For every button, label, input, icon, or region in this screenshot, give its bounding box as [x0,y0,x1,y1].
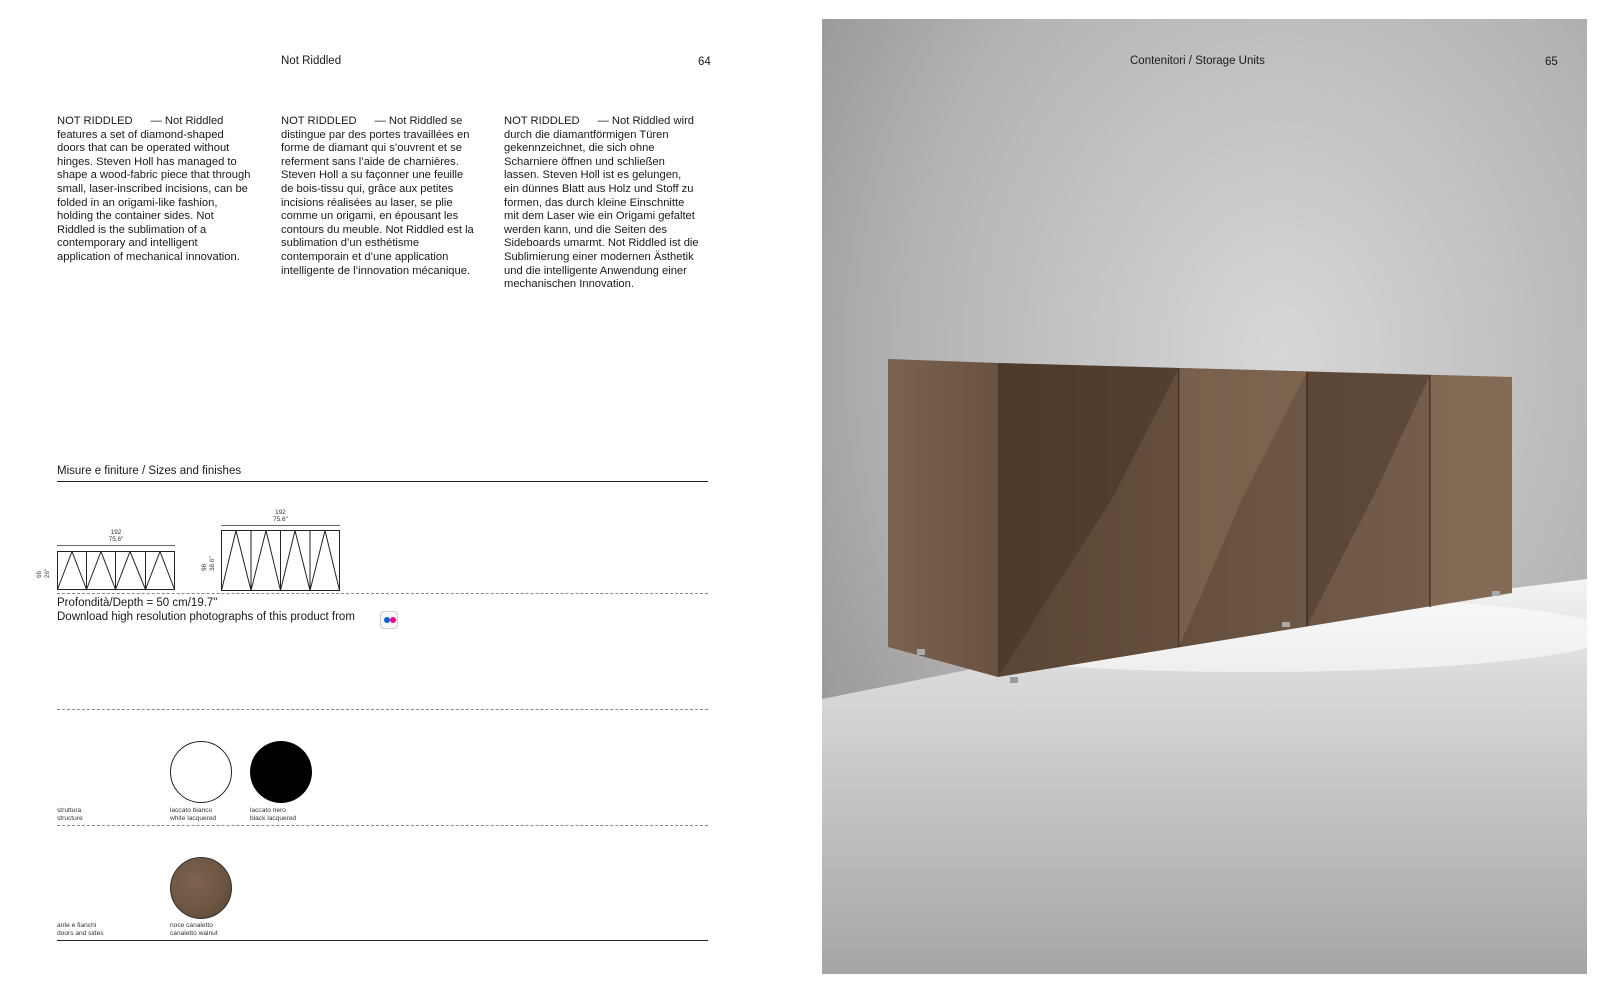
description-column-de [504,115,699,292]
drawing-2-height-in [209,556,216,571]
width-cm: 192 [275,509,286,516]
column-body: wird durch die diamantförmigen Türen gekennzeichnet, die sich ohne Scharniere öffnen und schließen lassen. Steven Holl ist es gelungen, ein dünnes Blatt aus Holz und Stoff zu formen, das durch kleine Einschnitte mit dem Laser wie ein Origami gefaltet werden kann, und die Seiten des Sideboards umarmt. Not Riddled ist die Sublimierung einer modernen Ästhetik und die intelligente Anwendung einer mechanischen Innovation. [504,115,699,291]
label-en: structure [57,815,83,822]
width-cm: 192 [110,529,122,536]
description-column-fr [281,115,476,278]
divider-dashed [57,825,708,826]
product-photo [822,19,1587,974]
swatch-white-lacquered [170,741,232,803]
left-page-title: Not Riddled [281,55,342,67]
column-lead: NOT RIDDLED [57,115,133,127]
label-en: canaletto walnut [170,930,218,937]
column-dash: — Not Riddled [150,115,224,127]
sideboard-drawing-small [57,551,176,591]
label-it: laccato nero [250,807,286,814]
label-it: noce canaletto [170,922,213,929]
drawing-2-dim-line [221,525,340,526]
sideboard-photo [822,19,1587,974]
column-dash: — Not Riddled [597,115,671,127]
download-text: Download high resolution photographs of this product from [57,611,355,623]
divider [57,481,708,482]
label-en: doors and sides [57,930,104,937]
drawing-1-width [57,529,175,543]
drawing-2-height [201,564,208,571]
left-page-number: 64 [698,56,711,68]
right-page-title: Contenitori / Storage Units [1130,55,1265,67]
column-body: distingue par des portes travaillées en forme de diamant qui s’ouvrent et se referment sans l’aide de charnières. Steven Holl a su façonner une feuille de bois-tissu qui, grâce aux petites incisions réalisées au laser, se plie comme un origami, en épousant les contours du meuble. Not Riddled est la sublimation d’un esthétisme contemporain et d’une application intelligente de l’innovation mécanique. [281,128,474,277]
height-in: 38.6" [209,556,216,571]
height-cm: 66 [36,570,43,578]
column-dash: — Not Riddled se [374,115,463,127]
drawing-1-height [36,571,43,578]
swatch-label-white [170,807,216,823]
flickr-icon[interactable] [380,611,398,629]
label-it: laccato bianco [170,807,213,814]
label-en: white lacquered [170,815,217,822]
drawing-2-width [221,509,340,523]
swatch-label-walnut [170,922,218,938]
width-in: 75.6" [273,516,288,523]
label-it: struttura [57,807,82,814]
sizes-heading: Misure e finiture / Sizes and finishes [57,465,242,477]
depth-text: Profondità/Depth = 50 cm/19.7" [57,597,218,609]
height-in: 26" [44,568,51,578]
sideboard-drawing-tall [221,530,341,592]
drawing-1-height-in [44,569,51,578]
divider-dashed [57,593,708,594]
width-in: 75.6" [108,536,124,543]
finish-group-label [57,807,83,823]
finish-group-label [57,922,104,938]
divider-dashed [57,709,708,710]
swatch-canaletto-walnut [170,857,232,919]
right-page-number: 65 [1545,56,1558,68]
label-en: black lacquered [250,815,297,822]
label-it: ante e fianchi [57,922,97,929]
swatch-black-lacquered [250,741,312,803]
divider [57,940,708,941]
flickr-dot-pink [390,617,396,623]
drawing-1-dim-line [57,545,175,546]
description-column-en [57,115,252,265]
column-lead: NOT RIDDLED [504,115,580,127]
column-body: features a set of diamond-shaped doors that can be operated without hinges. Steven Holl has managed to shape a wood-fabric piece that through small, laser-inscribed incisions, can be folded in an origami-like fashion, holding the container sides. Not Riddled is the sublimation of a contemporary and intelligent application of mechanical innovation. [57,128,251,263]
column-lead: NOT RIDDLED [281,115,357,127]
swatch-label-black [250,807,296,823]
height-cm: 98 [201,563,208,571]
